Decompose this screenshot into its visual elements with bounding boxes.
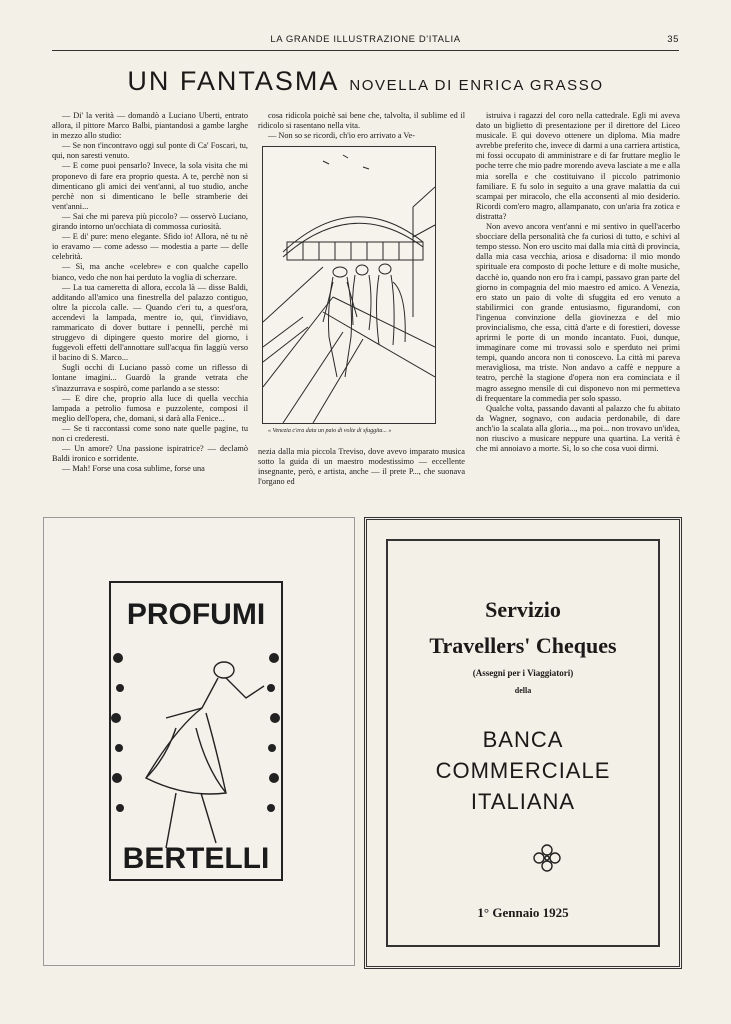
- paragraph: Non avevo ancora vent'anni e mi sentivo in quell'acerbo sbocciare della personalità che fa curiosi di tutto, e schivi al tempo stesso. Non ero uscito mai dalla mia città di provincia, dalla mia casa vecchia, ariosa e disadorna: il mio mondo spirituale era composto di poche letture e di molte musiche, dacchè io, quando non ero fra i campi, passavo gran parte del giorno in compagnia del mio maestro ed amico. A Venezia, ero stato un paio di volte di sfuggita ed ero venuto a stabilirmici con grande entusiasmo, figurandomi, con l'ingenua convinzione della giovinezza e del mio provincialismo, che essa, città d'arte e di forestieri, dovesse aprirmi le porte di un mondo incantato. Fuoi, dunque, immaginare come mi trovassi solo e sperduto nei primi tempi, quando ancora non ti conoscevo. La città mi pareva meravigliosa, ma triste. Non andavo a caffè e neppure a teatro, perchè la stagione d'opera non era cominciata e il magro assegno mensile di cui disponevo non mi permetteva di frequentare la commedia per solo spasso.: [476, 222, 680, 403]
- ad-line-assegni: (Assegni per i Viaggiatori): [472, 668, 574, 678]
- paragraph: — Di' la verità — domandò a Luciano Uberti, entrato allora, il pittore Marco Balbi, piantandosi a gambe larghe in mezzo allo studio:: [52, 111, 248, 141]
- paragraph: — E dire che, proprio alla luce di quella vecchia lampada a petrolio fumosa e puzzolente, composi il meglio dell'opera, che, domani, si darà alla Fenice...: [52, 393, 248, 423]
- bank-name-line: ITALIANA: [470, 789, 576, 814]
- page-number: 35: [667, 34, 679, 45]
- text-column-1: [52, 111, 248, 491]
- publication-title: LA GRANDE ILLUSTRAZIONE D'ITALIA: [270, 34, 461, 45]
- paragraph: — Sì, ma anche «celebre» e con qualche capello bianco, vedo che non hai perduto la voglia di scherzare.: [52, 262, 248, 282]
- text-column-2-top: [258, 111, 465, 141]
- venice-bridge-illustration: [262, 146, 436, 424]
- bank-name-line: BANCA: [482, 727, 564, 752]
- profumi-word: PROFUMI: [126, 598, 266, 631]
- bertelli-word: BERTELLI: [122, 842, 270, 875]
- paragraph: — Se non t'incontravo oggi sul ponte di Ca' Foscari, tu, qui, non saresti venuto.: [52, 141, 248, 161]
- paragraph: — Un amore? Una passione ispiratrice? — declamò Baldi ironico e sorridente.: [52, 444, 248, 464]
- ornament-icon: [530, 841, 564, 875]
- text-column-2-bottom: [258, 447, 465, 487]
- profumi-artwork: [106, 578, 286, 884]
- bank-name: [388, 724, 658, 817]
- ad-line-della: della: [514, 686, 532, 695]
- paragraph: istruiva i ragazzi del coro nella cattedrale. Egli mi aveva dato un biglietto di presentazione per il direttore del Liceo musicale. E qui dovevo ottenere un diploma. Mia madre avrebbe preferito che, invece di darmi a una carriera artistica, mi fossi occupato di amministrare e di far fruttare meglio le poche terre che mio padre morendo aveva lasciate a me e alla mia sorella e che costituivano il piccolo patrimonio familiare. E fu solo in seguito a una grave malattia da cui scampai per miracolo, che ella acconsentì al mio desiderio. Ricordi com'ero magro, allampanato, con un'aria fra zotica e distratta?: [476, 111, 680, 221]
- paragraph: — E di' pure: meno elegante. Sfido io! Allora, nè tu nè io eravamo — come adesso — modestia a parte — delle celebrità.: [52, 232, 248, 262]
- paragraph: nezia dalla mia piccola Treviso, dove avevo imparato musica sotto la guida di un maestro modestissimo — eccellente insegnante, però, e artista, anche — il prete P..., che suonava l'organo ed: [258, 447, 465, 487]
- page-header: [52, 34, 679, 48]
- paragraph: — Sai che mi pareva più piccolo? — osservò Luciano, girando intorno un'occhiata di commossa curiosità.: [52, 211, 248, 232]
- illustration-caption: « Venezia c'era data un paio di volte di sfuggita... »: [268, 428, 392, 434]
- paragraph: — E come puoi pensarlo? Invece, la sola visita che mi proponevo di fare era proprio questa. A te, perchè non si dimenticano gli amici dei vent'anni, al tuo studio, anche perchè non si dimenticano le belle stramberie dei vent'anni...: [52, 161, 248, 211]
- story-title: UN FANTASMA: [127, 66, 340, 96]
- ad-line-servizio: Servizio: [485, 597, 561, 622]
- illustration-drawing: [263, 147, 435, 423]
- text-column-3: [476, 111, 680, 491]
- profumi-bertelli-advertisement: [43, 517, 355, 966]
- paragraph: — La tua cameretta di allora, eccola là — disse Baldi, additando all'amico una finestrella del palazzo contiguo, oltre la piccola calle. — Quando c'eri tu, a quest'ora, accendevi la lampada, mentre io, qui, t'invidiavo, rammaricato di dover buttare i pennelli, perchè mi struggevo di dipingere questo morire del giorno, i fuggevoli effetti dell'annottare sull'acqua fin laggiù verso il bacino di S. Marco...: [52, 282, 248, 363]
- dancer-flower-illustration: [106, 578, 286, 884]
- ad-line-travellers-cheques: Travellers' Cheques: [429, 633, 617, 658]
- paragraph: Qualche volta, passando davanti al palazzo che fu abitato da Wagner, sognavo, con audacia perdonabile, di dare anch'io la scalata alla gloria..., ma poi... non trovavo un'idea, non riuscivo a musicare neppure una quartina. La verità è che mi annoiavo a morte. Sì, lo so che cosa vuoi dirmi.: [476, 403, 680, 454]
- story-subtitle: NOVELLA DI ENRICA GRASSO: [349, 77, 604, 94]
- paragraph: cosa ridicola poichè sai bene che, talvolta, il sublime ed il ridicolo si rasentano nella vita.: [258, 111, 465, 131]
- ad-date: 1° Gennaio 1925: [477, 905, 569, 920]
- paragraph: — Se ti raccontassi come sono nate quelle pagine, tu non ci crederesti.: [52, 423, 248, 443]
- bank-name-line: COMMERCIALE: [435, 758, 611, 783]
- paragraph: — Non so se ricordi, ch'io ero arrivato a Ve-: [268, 131, 415, 141]
- story-title-block: [52, 66, 679, 97]
- paragraph: Sugli occhi di Luciano passò come un riflesso di lontane imagini... Guardò la grande vetrata che s'inazzurrava e sospirò, come parlando a se stesso:: [52, 363, 248, 393]
- header-rule: [52, 50, 679, 51]
- inner-frame: [386, 539, 660, 947]
- paragraph: — Mah! Forse una cosa sublime, forse una: [62, 464, 205, 474]
- bank-advertisement: [364, 517, 682, 969]
